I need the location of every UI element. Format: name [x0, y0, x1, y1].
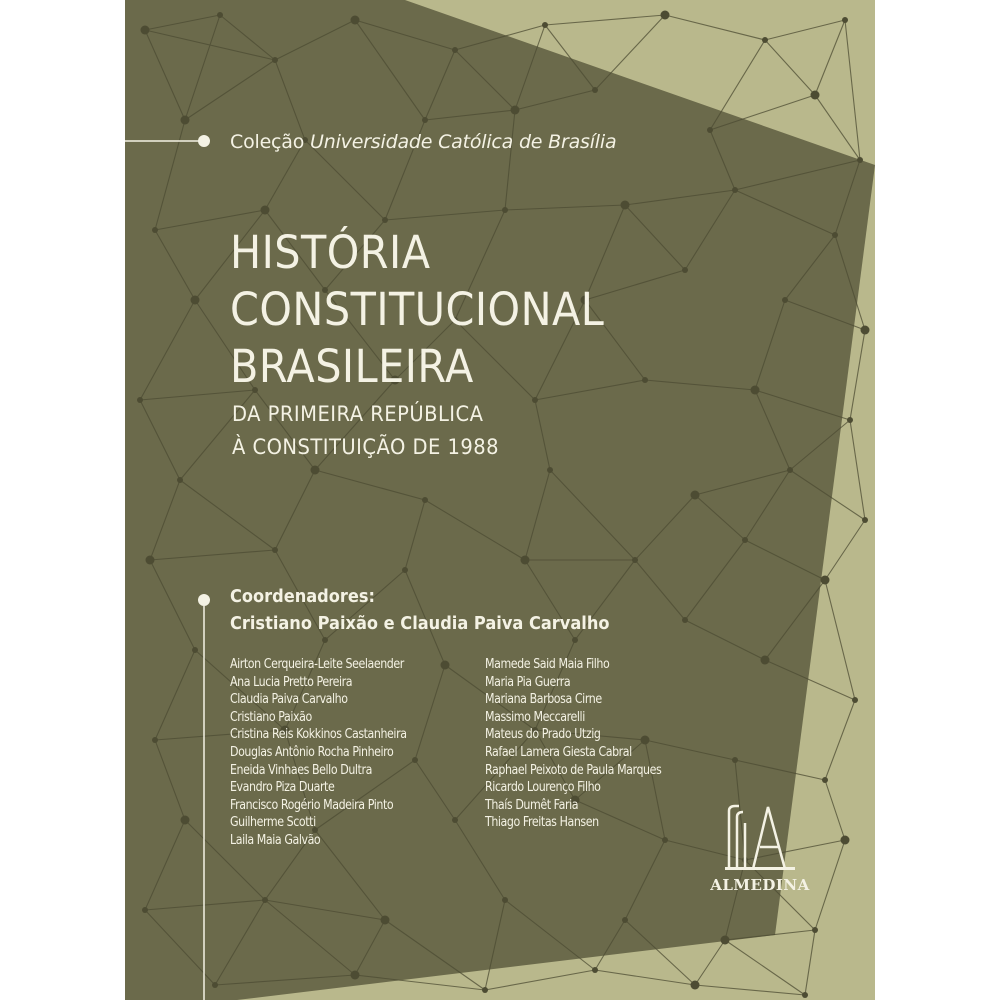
- author-name: Maria Pia Guerra: [485, 674, 571, 690]
- collection-bullet: [198, 135, 210, 147]
- book-subtitle: [232, 398, 499, 464]
- author-name: Claudia Paiva Carvalho: [230, 692, 348, 708]
- coordinators-names: Cristiano Paixão e Claudia Paiva Carvalho: [230, 613, 610, 634]
- author-name: Cristina Reis Kokkinos Castanheira: [230, 727, 407, 743]
- collection-name: Universidade Católica de Brasília: [310, 131, 617, 153]
- collection-prefix: Coleção: [230, 131, 305, 153]
- author-name: Francisco Rogério Madeira Pinto: [230, 797, 394, 813]
- title-line: HISTÓRIA: [230, 226, 431, 279]
- author-name: Mamede Said Maia Filho: [485, 657, 610, 672]
- book-title: [230, 224, 604, 395]
- author-name: Massimo Meccarelli: [485, 709, 585, 725]
- subtitle-line: DA PRIMEIRA REPÚBLICA: [232, 402, 484, 426]
- author-name: Laila Maia Galvão: [230, 832, 321, 848]
- author-name: Douglas Antônio Rocha Pinheiro: [230, 744, 394, 760]
- author-name: Mateus do Prado Utzig: [485, 727, 601, 743]
- author-name: Evandro Piza Duarte: [230, 780, 335, 796]
- author-name: Raphael Peixoto de Paula Marques: [485, 762, 662, 778]
- authors-list-left: [230, 656, 407, 850]
- author-name: Airton Cerqueira-Leite Seelaender: [230, 657, 404, 672]
- author-name: Thiago Freitas Hansen: [485, 815, 599, 831]
- author-name: Eneida Vinhaes Bello Dultra: [230, 762, 372, 778]
- author-name: Ana Lucia Pretto Pereira: [230, 674, 353, 690]
- author-name: Ricardo Lourenço Filho: [485, 780, 601, 796]
- title-line: CONSTITUCIONAL: [230, 283, 605, 336]
- almedina-logo-icon: [723, 803, 797, 871]
- author-name: Thaís Dumêt Faria: [485, 797, 579, 813]
- author-name: Mariana Barbosa Cirne: [485, 692, 602, 708]
- coordinators-label: Coordenadores:: [230, 586, 376, 607]
- collection-line: [230, 131, 616, 153]
- publisher-logo: [685, 803, 835, 903]
- author-name: Rafael Lamera Giesta Cabral: [485, 744, 632, 760]
- author-name: Guilherme Scotti: [230, 815, 316, 831]
- coordinators-bullet: [198, 594, 210, 606]
- title-line: BRASILEIRA: [230, 340, 474, 393]
- publisher-name: ALMEDINA: [710, 876, 810, 894]
- author-name: Cristiano Paixão: [230, 709, 312, 725]
- authors-list-right: [485, 656, 661, 832]
- book-cover: [125, 0, 875, 1000]
- subtitle-line: À CONSTITUIÇÃO DE 1988: [232, 435, 500, 459]
